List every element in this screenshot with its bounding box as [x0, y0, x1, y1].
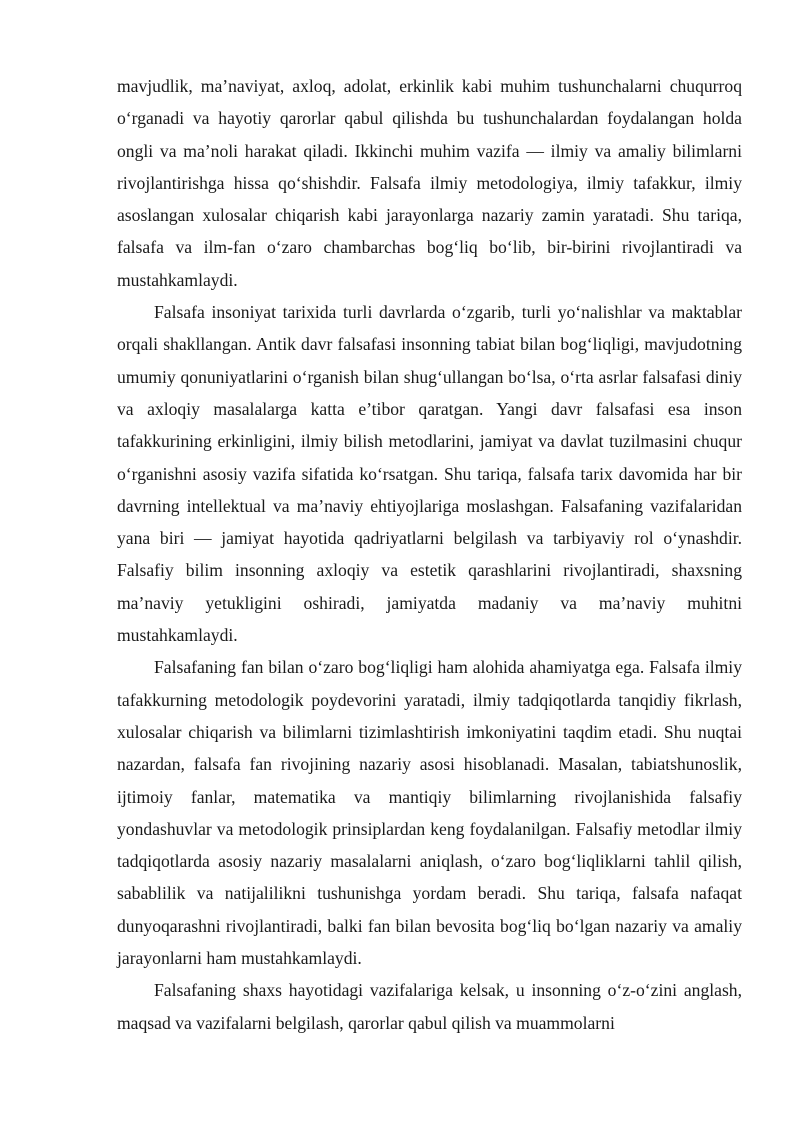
body-text [117, 70, 742, 1039]
paragraph-4: Falsafaning shaxs hayotidagi vazifalariga kelsak, u insonning o‘z-o‘zini anglash, maqsad va vazifalarni belgilash, qarorlar qabul qilish va muammolarni [117, 980, 742, 1033]
paragraph-1: mavjudlik, ma’naviyat, axloq, adolat, erkinlik kabi muhim tushunchalarni chuqurroq o‘rganadi va hayotiy qarorlar qabul qilishda bu tushunchalardan foydalangan holda ongli va ma’noli harakat qiladi. Ikkinchi muhim vazifa — ilmiy va amaliy bilimlarni rivojlantirishga hissa qo‘shishdir. Falsafa ilmiy metodologiya, ilmiy tafakkur, ilmiy asoslangan xulosalar chiqarish kabi jarayonlarga nazariy zamin yaratadi. Shu tariqa, falsafa va ilm-fan o‘zaro chambarchas bog‘liq bo‘lib, bir-birini rivojlantiradi va mustahkamlaydi. [117, 76, 742, 290]
paragraph-2: Falsafa insoniyat tarixida turli davrlarda o‘zgarib, turli yo‘nalishlar va maktablar orqali shakllangan. Antik davr falsafasi insonning tabiat bilan bog‘liqligi, mavjudotning umumiy qonuniyatlarini o‘rganish bilan shug‘ullangan bo‘lsa, o‘rta asrlar falsafasi diniy va axloqiy masalalarga katta e’tibor qaratgan. Yangi davr falsafasi esa inson tafakkurining erkinligini, ilmiy bilish metodlarini, jamiyat va davlat tuzilmasini chuqur o‘rganishni asosiy vazifa sifatida ko‘rsatgan. Shu tariqa, falsafa tarix davomida har bir davrning intellektual va ma’naviy ehtiyojlariga moslashgan. Falsafaning vazifalaridan yana biri — jamiyat hayotida qadriyatlarni belgilash va tarbiyaviy rol o‘ynashdir. Falsafiy bilim insonning axloqiy va estetik qarashlarini rivojlantiradi, shaxsning ma’naviy yetukligini oshiradi, jamiyatda madaniy va ma’naviy muhitni mustahkamlaydi. [117, 302, 742, 646]
paragraph-3: Falsafaning fan bilan o‘zaro bog‘liqligi ham alohida ahamiyatga ega. Falsafa ilmiy tafakkurning metodologik poydevorini yaratadi, ilmiy tadqiqotlarda tanqidiy fikrlash, xulosalar chiqarish va bilimlarni tizimlashtirish imkoniyatini taqdim etadi. Shu nuqtai nazardan, falsafa fan rivojining nazariy asosi hisoblanadi. Masalan, tabiatshunoslik, ijtimoiy fanlar, matematika va mantiqiy bilimlarning rivojlanishida falsafiy yondashuvlar va metodologik prinsiplardan keng foydalanilgan. Falsafiy metodlar ilmiy tadqiqotlarda asosiy nazariy masalalarni aniqlash, o‘zaro bog‘liqliklarni tahlil qilish, sabablilik va natijalilikni tushunishga yordam beradi. Shu tariqa, falsafa nafaqat dunyoqarashni rivojlantiradi, balki fan bilan bevosita bog‘liq bo‘lgan nazariy va amaliy jarayonlarni ham mustahkamlaydi. [117, 657, 742, 969]
